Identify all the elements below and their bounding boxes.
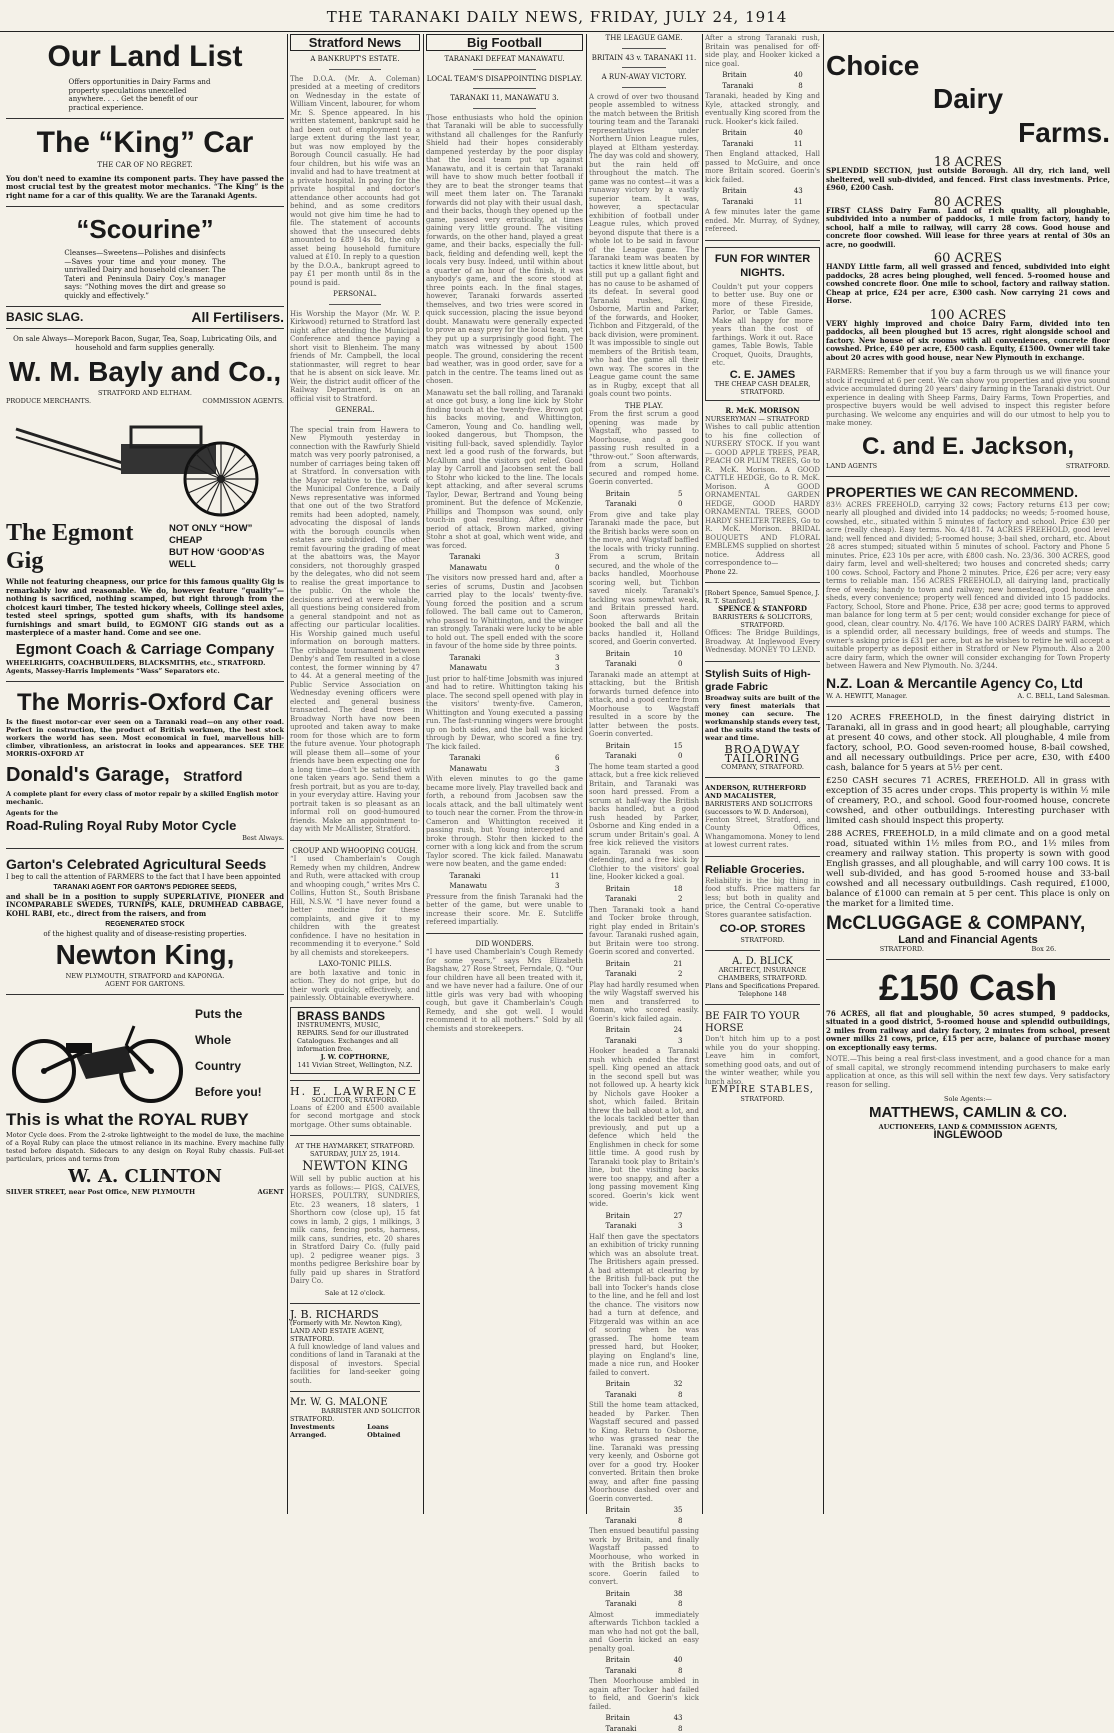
column-rule-5 <box>823 34 824 1514</box>
properties-title: PROPERTIES WE CAN RECOMMEND. <box>826 483 1110 501</box>
score-row: Taranaki 3 <box>606 1037 683 1046</box>
royal-ruby-line: Road-Ruling Royal Ruby Motor Cycle <box>6 817 284 834</box>
score-row: Taranaki 0 <box>606 660 683 669</box>
nz-loan-title: N.Z. Loan & Mercantile Agency Co, Ltd <box>826 674 1110 692</box>
score-row: Taranaki 2 <box>606 970 683 979</box>
a100-text: VERY highly improved and choice Dairy Farm, divided into ten paddocks, all been ploughed but 15 acres, right alongside school and factory. New house of six rooms with all conveniences, concrete floor cowshed. Price, £40 per acre, £500 cash. Equity, £1500. Owner will take about 20 acres with good house, near New Plymouth in exchange. <box>826 320 1110 363</box>
lawrence-sub: SOLICITOR, STRATFORD. <box>290 1096 420 1104</box>
score-row: Britain 5 <box>606 490 683 499</box>
croup-head: CROUP AND WHOOPING COUGH. <box>290 847 420 856</box>
football-text-6: Pressure from the finish Taranaki had the better of the game, but were unable to increase their score. Mr. E. Sutcliffe refereed impartially. <box>426 893 583 927</box>
score-row: Britain 40 <box>606 1656 683 1665</box>
score-row: Britain 40 <box>722 129 803 138</box>
league-cont-text-2: Taranaki, headed by King and Kyle, attacked strongly, and eventually King scored from the ruck. Hooker's kick failed. <box>705 92 820 126</box>
column-4-league-game <box>589 34 699 1514</box>
broadway-title: BROADWAY TAILORING <box>705 745 820 763</box>
malone-sub: BARRISTER AND SOLICITOR <box>290 1407 420 1415</box>
king-car-text: You don't need to examine its component parts. They have passed the most crucial test by the greatest motor mechanics. “The King” is the right name for a car of this quality. We are the Taranaki Agents. <box>6 175 284 201</box>
james-name: C. E. JAMES <box>712 371 813 380</box>
donalds-garage-place: Stratford <box>183 768 242 784</box>
a250-text: £250 CASH secures 71 ACRES, FREEHOLD. All in grass with exception of 35 acres under crops. This property is within ½ mile of creamery, P.O., and school. Good four-roomed house, concrete cowshed, and other outbuildings. Interesting purchaser with limited cash should inspect this property. <box>826 776 1110 826</box>
fun-winter-text: Couldn't put your coppers to better use. Buy one or more of these Fireside, Parlor, or Table Games. Make all happy for more years than the cost of farthings. Work it out. Race games, Table Bowls, Table Croquet, Quoits, Draughts, etc. <box>712 283 813 368</box>
be-fair-title: BE FAIR TO YOUR HORSE <box>705 1011 820 1035</box>
gig-text: While not featuring cheapness, our price for this famous quality Gig is remarkably low and reasonable. We do, however feature “quality”—nothing is sacrificed, nothing scamped, but right through from the choicest kauri timber, The tested hickory wheels, Collinge steel axles, tested steel springs, spotted gum shafts, with its handsome furnishings and smart build, to EGMONT GIG stands out as a masterpiece of a master hand. Come and see one. <box>6 578 284 638</box>
before-you: Before you! <box>195 1079 262 1105</box>
anderson-sub: BARRISTERS AND SOLICITORS (successors to W. D. Anderson), <box>705 800 820 816</box>
stylish-text: Broadway suits are built of the very finest materials that money can secure. The workmanship stands every test, and the suits stand the tests of wear and time. <box>705 694 820 742</box>
agents-for-label: Agents for the <box>6 809 284 817</box>
brass-bands-ad <box>290 1007 420 1074</box>
score-row: Britain 10 <box>606 650 683 659</box>
gig-slogan-1: NOT ONLY “HOW” CHEAP <box>169 523 284 547</box>
general-text: The special train from Hawera to New Plymouth yesterday in connection with the Rawfurly Shield match was very poorly patronised, a number of carriages being taken off at Stratford. In conversation with the Mayor relative to the work of the Municipal Conference, a Daily News representative was informed that one out of the two Stratford remits had been adopted, namely, advocating the disposal of lands with the borough councils when estates are subdivided. The other remit favouring the grading of meat at the abattoirs was, the Mayor considers, not thoroughly grasped by the delegates, who did not seem to realise the great importance to the public. On the whole the decisions arrived at were valuable, all questions being considered from a general standpoint and not as affecting our particular localities. His Worship gained much useful information on borough matters. The cribbage tournament between Denby's and Tem resulted in a close contest, the former winning by 47 to 44. At a general meeting of the Public Service Association on Wednesday evening officers were elected and general business transacted. The dead trees in Broadway North have now been uprooted and taken away to make room for those which are to form the future avenue. Your photograph will please them all—some of your friends have been expecting one for a long time—don't be satisfied with one taken years ago. Send them a fresh portrait, but as you are to-day, in your everyday attire. Having your portrait taken is so pleasant as an informal roll on good-humoured friends. Make an appointment to-day with Mr McAllister, Stratford. <box>290 426 420 834</box>
haymarket-newton-king: NEWTON KING <box>290 1158 420 1175</box>
league-text-10: Still the home team attacked, headed by Parker. Then Wagstaff secured and passed to King. Return to Osborne, who was grassed near the line. Taranaki was pressing very keenly, and Osborne got over for a good try. Hooker converted. Britain then broke away, and after fine passing Moorhouse dashed over and Goerin converted. <box>589 1401 699 1503</box>
league-text-7: Play had hardly resumed when the wily Wagstaff swerved his men and transferred to Roman, who scored easily. Goerin's kick failed again. <box>589 981 699 1024</box>
football-text-2: Manawatu set the ball rolling, and Taranaki at once got busy, a long line kick by Stohr finding touch at the twenty-five. Brown got his backs moving, and Whittington, Cameron, Young and Co. handling well, looked dangerous, but Thompson, the visiting full-back, saved splendidly. Taylor next led a good rush of the forwards, but McAllum and the visitors got relief. Good play by Carroll and Jacobsen sent the ball to Stohr who kicked to the line. The locals kept attacking, and after several scrums Taylor, Dewar, Bertrand and Young being prominent. But the defence of McKenzie, Phillips and Thompson was sound, only touch-in goal resulting. After another period of attack, Brown marked, giving Stohr a shot at goal, which went wide, and was forced. <box>426 389 583 551</box>
spence-title: SPENCE & STANFORD <box>705 605 820 614</box>
reliable-title: Reliable Groceries. <box>705 863 820 877</box>
lawrence-title: H. E. LAWRENCE <box>290 1087 420 1096</box>
coop-title: CO-OP. STORES <box>705 922 820 936</box>
malone-place: STRATFORD. <box>290 1415 420 1423</box>
croup-text: “I used Chamberlain's Cough Remedy when my children, Andrew and Ruth, were attacked with croup and whooping cough,” writes Mrs C. Collins, Hutton St., South Brisbane Hill, N.S.W. “I have never found a better medicine for these complaints, and give it to my children with the greatest confidence. I have no hesitation in recommending it to everyone.” Sold by all chemists and storekeepers. <box>290 855 420 957</box>
score-row: Taranaki 11 <box>450 872 560 881</box>
malone-loans: Loans Obtained <box>367 1423 420 1439</box>
broadway-sub: COMPANY, STRATFORD. <box>705 763 820 771</box>
top-rule <box>0 31 1114 32</box>
a18-text: SPLENDID SECTION, just outside Borough. All dry, rich land, well sheltered, well sub-divided, and fenced. First class investments. Price, £960, £200 Cash. <box>826 167 1110 193</box>
matthews-sub: AUCTIONEERS, LAND & COMMISSION AGENTS, <box>826 1123 1110 1131</box>
league-cont-text-1: After a strong Taranaki rush, Britain was penalised for off-side play, and Hooker kicked a nice goal. <box>705 34 820 68</box>
be-fair-text: Don't hitch him up to a post while you do your shopping. Leave him in comfort, something good oats, and out of the winter weather, while you lunch also. <box>705 1035 820 1086</box>
malone-investments: Investments Arranged. <box>290 1423 367 1439</box>
garton-agent: TARANAKI AGENT FOR GARTON'S PEDIGREE SEEDS, <box>6 884 284 893</box>
score-row: Taranaki 0 <box>606 752 683 761</box>
haymarket-time: Sale at 12 o'clock. <box>290 1289 420 1297</box>
spence-names: [Robert Spence, Samuel Spence, J. R. T. Stanford.] <box>705 589 820 605</box>
league-cont-text-3: Then England attacked, Hall passed to McGuire, and once more Britain scored. Goerin's kick failed. <box>705 150 820 184</box>
choice-word: Choice <box>826 50 1110 82</box>
league-text-6: Then Taranaki took a hand and Tocker broke through, right play ended in Britain's favour. Taranaki rushed again, but Britain were too strong. Goerin scored and converted. <box>589 906 699 957</box>
garton-text-3: of the highest quality and of disease-resisting properties. <box>6 930 284 939</box>
score-row: Taranaki 8 <box>606 1667 683 1676</box>
league-text-13: Then Moorhouse ambled in again after Tocker had failed to field, and Goerin's kick failed. <box>589 1677 699 1711</box>
motorcycle-illustration <box>6 1001 191 1109</box>
bayly-produce: PRODUCE MERCHANTS. <box>6 397 91 405</box>
cash-title: £150 Cash <box>826 966 1110 1010</box>
garton-text-1: I beg to call the attention of FARMERS to the fact that I have been appointed <box>6 873 284 882</box>
note-text: NOTE.—This being a real first-class investment, and a good chance for a man of small capital, we strongly recommend intending purchasers to make early application at once, as this will sell within the next few days. Very satisfactory reason for selling. <box>826 1055 1110 1089</box>
league-text-8: Hooker headed a Taranaki rush which ended the first spell. King opened an attack in the second spell but was not followed up. A hearty kick by Nichols gave Hooker a shot, which failed. Britain threw the ball about a lot, and the locals tackled better than previously, and put up a defence which held the Englishmen in check for some little time. A good rush by Taranaki took play to Britain's line, but the visiting backs were too snappy, and after a long passing movement King scored. Goerin's kick went wide. <box>589 1047 699 1209</box>
morison-phone: Phone 22. <box>705 568 820 576</box>
league-text-1: A crowd of over two thousand people assembled to witness the match between the British touring team and the Taranaki representatives under Northern Union League rules, played at Eltham yesterday. The day was cold and showery, but the rain held off throughout the match. The game was no contest—it was a runaway victory by a vastly superior team. It was, however, a spectacular exhibition of football under League rules, which proved beyond dispute that there is a whole lot to be said in favour of the League game. The Taranaki team was beaten by tactics it knew little about, but still put up a gallant fight and has no cause to be ashamed of its defeat. In several good Taranaki rushes, King, Osborne, Martin and Parker, of the forwards, and Hooker, Tichbon and Fitzgerald, of the back division, were prominent. It was impossible to single out members of the British team, who had the game all their own way. The scores in the League game count the same as in Rugby, except that all goals count two points. <box>589 93 699 399</box>
score-row: Britain 35 <box>606 1506 683 1515</box>
did-wonders-text: “I have used Chamberlain's Cough Remedy for some years,” says Mrs Elizabeth Bagshaw, 27 Rose Street, Ferndale, Q. “Our four children have all been treated with it, and we have never had a failure. One of our little girls was very bad with whooping cough, but gave it Chamberlain's Cough Remedy, and she got well. I would recommend it to all mothers.” Sold by all chemists and storekeepers. <box>426 948 583 1033</box>
league-text-9: Half then gave the spectators an exhibition of tricky running which was an absolute treat. The Britishers again pressed. A bad attempt at clearing by the British full-back put the ball into Tocker's hands close to the line, and he fell and lost the chance. The visitors now had a turn at defence, and Fitzgerald was within an ace of scoring when he was grassed. The home team pressed hard, but Hooker, playing on England's line, made a nice run, and Hooker failed to convert. <box>589 1233 699 1378</box>
score-row: Manawatu 3 <box>450 882 560 891</box>
score-row: Britain 32 <box>606 1380 683 1389</box>
clinton-text: Motor Cycle does. From the 2-stroke lightweight to the model de luxe, the machine of a Royal Ruby can place the utmost reliance in its machine. Every machine fully tested before dispatch. Sidecars to any design on Royal Ruby chassis. Full-set particulars, prices and terms from <box>6 1131 284 1163</box>
clinton-address: SILVER STREET, near Post Office, NEW PLYMOUTH <box>6 1188 195 1196</box>
score-row: Taranaki 8 <box>606 1725 683 1733</box>
richards-text: A full knowledge of land values and conditions of land in Taranaki at the disposal of investors. Special facilities for land-seeker going south. <box>290 1343 420 1386</box>
garton-title: Garton's Celebrated Agricultural Seeds <box>6 855 284 873</box>
a100-title: 100 ACRES <box>826 311 1110 320</box>
egmont-company-title: Egmont Coach & Carriage Company <box>6 641 284 659</box>
gig-slogan-2: BUT HOW ‘GOOD’AS WELL <box>169 547 284 571</box>
score-row: Taranaki 3 <box>606 1222 683 1231</box>
score-row: Taranaki 3 <box>450 553 560 562</box>
empire-title: EMPIRE STABLES, <box>705 1086 820 1095</box>
haymarket-date: SATURDAY, JULY 25, 1914. <box>290 1150 420 1158</box>
whole: Whole <box>195 1027 262 1053</box>
score-row: Britain 40 <box>722 71 803 80</box>
properties-text: 83½ ACRES FREEHOLD, carrying 32 cows; Factory returns £13 per cow; nearly all ploughed and divided into 14 paddocks; no weeds; 5-roomed house, cowshed, etc., situated within 5 minutes of factory and school. Price £30 per acre (really cheap). Easy terms. No. 4/181. 74 ACRES FREEHOLD, good level land; well fenced and divided; 5-roomed house; 3-bail shed, orchard, etc. About 28 acres stumped; situated within 5 minutes of school. Factory and Phone 5 minutes. Price, £23 10s per acre, with £800 cash. No. 23/36. 300 ACRES, good dairy farm, level and well-sheltered; two houses and concreted sheds; carry 100 cows. School, Factory and Phone 2 minutes. Price, £26 per acre; very easy terms to reliable man. 156 ACRES FREEHOLD, all dairying land, practically free of weeds; handy to town and railway; new homestead, good house and sheds, every convenience; property well fenced and divided into 15 paddocks. Factory, School, Store and Phone. Price, £38 per acre; good terms to approved man balance for long term at 5 per cent; would consider exchange for piece of good, clean, clear country. No. 4/176. We have 100 ACRES DAIRY FARM, which is a splendid order, all necessary buildings, free of weeds and stumps. The owner's asking price is £31 per acre, but as he wishes to retire he will accept a suitable property as deposit either in Stratford or New Plymouth. Also a 200 acre dairy farm, which the owner will consider exchanging for Town Property between Hawera and New Plymouth. No. 3/244. <box>826 501 1110 671</box>
garton-text-2: and shall be in a position to supply SUPERLATIVE, PIONEER and INCOMPARABLE SWEDES, TURNIPS, KALE, DRUMHEAD CABBAGE, KOHL RABI, etc., direct from the raisers, and from <box>6 893 284 919</box>
laxo-head: LAXO-TONIC PILLS. <box>290 960 420 969</box>
stratford-news-title: Stratford News <box>290 34 420 51</box>
egmont-company-agents: Agents, Massey-Harris Implements “Wass” Separators etc. <box>6 667 284 675</box>
king-car-subtitle: THE CAR OF NO REGRET. <box>6 161 284 170</box>
column-rule-4 <box>702 34 703 1514</box>
league-head-3: A RUN-AWAY VICTORY. <box>589 73 699 82</box>
bankrupt-text: The D.O.A. (Mr. A. Coleman) presided at a meeting of creditors on Wednesday in the estate of William Vincent, labourer, for whom Mr. S. Spence appeared. In his written statement, bankrupt said he had been out of employment to a large extent during the last year, but was now employed by the Borough Council casually. He had four children, but his wife was an invalid and had to have treatment at a private hospital. In paying for the private hospital and doctor's attendance other accounts had got behind, and as some creditors would not give him time he had to file. The statement of accounts showed that the unsecured debts amounted to £89 14s 8d, the only asset being household furniture valued at £10. In reply to a question by the D.O.A., bankrupt agreed to pay £1 per month until 8s in the pound is paid. <box>290 75 420 288</box>
morris-oxford-title: The Morris-Oxford Car <box>6 688 284 718</box>
score-row: Britain 21 <box>606 960 683 969</box>
anderson-title: ANDERSON, RUTHERFORD AND MACALISTER, <box>705 784 820 800</box>
league-cont-text-4: A few minutes later the game ended. Mr. Murray, of Sydney, refereed. <box>705 208 820 234</box>
egmont-company-sub: WHEELRIGHTS, COACHBUILDERS, BLACKSMITHS, etc., STRATFORD. <box>6 659 284 667</box>
score-row: Manawatu 3 <box>450 664 560 673</box>
score-row: Taranaki 8 <box>722 82 803 91</box>
a288-text: 288 ACRES, FREEHOLD, in a mild climate and on a good metal road, situated within 1½ miles from P.O., and 1½ miles from creamery and railway station. This property is sown with good English grasses, and all ploughable, and will carry 100 cows. It is well sub-divided, and has good 5-roomed house and 33-bail cowshed and all necessary outbuildings. Cash required, £1000, balance of £1000 can remain at 5 per cent. This place is only on the market for a limited time. <box>826 829 1110 909</box>
score-row: Taranaki 8 <box>606 1517 683 1526</box>
bayly-title: W. M. Bayly and Co., <box>6 355 284 389</box>
morison-text: Wishes to call public attention to his fine collection of NURSERY STOCK. If you want— GOOD APPLE TREES, PEAR, PEACH OR PLUM TREES, Go to R. McK. Morison. A GOOD CATTLE HEDGE, Go to R. McK. Morison. A GOOD ORNAMENTAL GARDEN HEDGE, GOOD HARDY ORNAMENTAL TREES, GOOD HARDY SHELTER TREES, Go to R. McK. Morison. BRIDAL BOUQUETS AND FLORAL EMBLEMS supplied on shortest notice. Address all correspondence to— <box>705 423 820 568</box>
haymarket-text: Will sell by public auction at his yards as follows:— PIGS, CALVES, HORSES, POULTRY, SUNDRIES, Etc. 23 weaners, 18 slaters, 1 Shorthorn cow (close up), 15 fat cows in lamb, 2 gigs, 1 milkings, 3 milk cans, fencing posts, harness, milk cans, sundries, etc. 20 shares in Stratford Dairy Co. (fully paid up). 2 pedigree weaner pigs. 3 months pedigree Berkshire boar by fully paid up shares in Stratford Dairy Co. <box>290 1175 420 1286</box>
jackson-land-agents: LAND AGENTS <box>826 462 877 470</box>
column-2-stratford-news <box>290 34 420 1514</box>
league-play-head: THE PLAY. <box>589 402 699 411</box>
score-row: Britain 15 <box>606 742 683 751</box>
column-6-land-ads <box>826 34 1110 1514</box>
blick-sub: ARCHITECT, INSURANCE CHAMBERS, STRATFORD. <box>705 966 820 982</box>
bayly-subtitle: STRATFORD AND ELTHAM. <box>6 389 284 397</box>
james-sub: THE CHEAP CASH DEALER, STRATFORD. <box>712 380 813 396</box>
laxo-text: are both laxative and tonic in action. They do not gripe, but do their work quickly, effectively, and painlessly. Obtainable everywhere. <box>290 969 420 1003</box>
column-1-advertisements <box>6 34 284 1514</box>
newton-king-places: NEW PLYMOUTH, STRATFORD and KAPONGA. <box>6 972 284 980</box>
empire-place: STRATFORD. <box>705 1095 820 1103</box>
score-row: Britain 24 <box>606 1026 683 1035</box>
a60-text: HANDY Little farm, all well grassed and fenced, subdivided into eight paddocks, 28 acres being ploughed, well fenced. 5-roomed house and cowshed concrete floor. One mile to school, factory and railway station. Cheap at price, £24 per acre, £300 cash. Now carrying 21 cows and Horse. <box>826 263 1110 306</box>
league-text-12: Almost immediately afterwards Tichbon tackled a man who had not got the ball, and Goerin kicked an easy penalty goal. <box>589 1611 699 1654</box>
blick-text: Plans and Specifications Prepared. Telephone 148 <box>705 982 820 998</box>
a80-title: 80 ACRES <box>826 198 1110 207</box>
football-head-3: TARANAKI 11, MANAWATU 3. <box>426 94 583 103</box>
stylish-title: Stylish Suits of High-grade Fabric <box>705 668 820 694</box>
mccluggage-sub: Land and Financial Agents <box>826 936 1110 945</box>
score-row: Taranaki 11 <box>722 140 803 149</box>
jackson-stratford: STRATFORD. <box>1066 462 1110 470</box>
a120-text: 120 ACRES FREEHOLD, in the finest dairying district in Taranaki, all in grass and in good heart; all ploughable, carrying at present 40 cows, and other stock. All ploughable, 4 mile from factory, school, P.O. Good seven-roomed house, 8-bail cowshed, and all necessary outbuildings. Price per acre, £30, with £400 cash, balance for 5 years at 5½ per cent. <box>826 713 1110 773</box>
score-row: Taranaki 6 <box>450 754 560 763</box>
land-list-text: Offers opportunities in Dairy Farms and property speculations unexcelled anywhere. . . . Get the benefit of our practical experience. <box>69 78 222 112</box>
league-text-11: Then ensued beautiful passing work by Britain, and finally Wagstaff passed to Moorhouse, who worked in with the British backs to score. Goerin failed to convert. <box>589 1527 699 1587</box>
brass-bands-text: INSTRUMENTS, MUSIC, REPAIRS. Send for our illustrated Catalogues. Exchanges and all information free. <box>297 1021 413 1053</box>
egmont-gig-title: The Egmont Gig <box>6 519 163 575</box>
football-head-2: LOCAL TEAM'S DISAPPOINTING DISPLAY. <box>426 75 583 84</box>
a80-text: FIRST CLASS Dairy Farm. Land of rich quality, all ploughable, subdivided into a number of paddocks, 1 mile from factory, handy to school, half a mile to railway, will carry 28 cows. Good house and concrete floor cowshed. Will lease for three years at rental of 30s an acre, no goodwill. <box>826 207 1110 250</box>
malone-name: Mr. W. G. MALONE <box>290 1398 420 1407</box>
league-text-5: The home team started a good attack, but a free kick relieved Britain, and Taranaki was soon hard pressed. From a scrum at half-way the British backs handled, but a good rush headed by Parker, Osborne and King ended in a scrum under Britain's goal. A free kick relieved the visitors again. Taranaki was soon defending, and a free kick by Clothier to the visitors' goal line, Hooker kicked a goal. <box>589 763 699 882</box>
newton-king-agent: AGENT FOR GARTONS. <box>6 980 284 988</box>
coop-place: STRATFORD. <box>705 936 820 944</box>
did-wonders-head: DID WONDERS. <box>426 940 583 949</box>
spence-text: Offices: The Bridge Buildings, Broadway. At Inglewood Every Wednesday. MONEY TO LEND. <box>705 629 820 655</box>
score-row: Britain 43 <box>722 187 803 196</box>
league-text-2: From the first scrum a good opening was made by Wagstaff, who passed to Moorhouse, and a good passing rush resulted in a “throw-out.” Soon afterwards, from a scrum, Holland secured and romped home. Goerin converted. <box>589 410 699 487</box>
score-row: Britain 27 <box>606 1212 683 1221</box>
richards-name: J. B. RICHARDS <box>290 1310 420 1319</box>
score-row: Manawatu 0 <box>450 564 560 573</box>
blick-name: A. D. BLICK <box>705 957 820 966</box>
bankrupt-head: A BANKRUPT'S ESTATE. <box>290 55 420 64</box>
column-rule-2 <box>423 34 424 1514</box>
scourine-title: “Scourine” <box>6 213 284 245</box>
mccluggage-title: McCLUGGAGE & COMPANY, <box>826 912 1110 936</box>
column-3-big-football <box>426 34 583 1514</box>
column-rule-3 <box>586 34 587 1514</box>
best-always: Best Always. <box>6 834 284 842</box>
bayly-commission: COMMISSION AGENTS. <box>202 397 284 405</box>
score-row: Britain 18 <box>606 885 683 894</box>
lawrence-text: Loans of £200 and £500 available for second mortgage and stock mortgage. Other sums obtainable. <box>290 1104 420 1130</box>
dairy-word: Dairy <box>826 82 1110 116</box>
score-row: Taranaki 8 <box>606 1600 683 1609</box>
league-head-1: THE LEAGUE GAME. <box>589 34 699 43</box>
morison-name: R. McK. MORISON <box>705 407 820 416</box>
on-sale-text: On sale Always—Morepork Bacon, Sugar, Tea, Soap, Lubricating Oils, and household and farm supplies generally. <box>6 335 284 352</box>
football-text-4: Just prior to half-time Jobsmith was injured and had to retire. Whittington taking his place. The second spell opened with play in the visitors' twenty-five. Cameron, Whittington and Young executed a passing run. The fast-running wingers were brought up on both sides, and the ball was kicked through by Dewar, who scored a fine try. The kick failed. <box>426 675 583 752</box>
morris-oxford-text: Is the finest motor-car ever seen on a Taranaki road—on any other road. Perfect in construction, the product of British workmen, the best stock workers the world has seen. Most economical in fuel, marvellous hill-climber, vibrationless, an aristocrat in looks and appearances. SEE THE MORRIS-OXFORD AT <box>6 718 284 758</box>
score-row: Taranaki 3 <box>450 654 560 663</box>
king-car-title: The “King” Car <box>6 125 284 161</box>
big-football-title: Big Football <box>426 34 583 51</box>
clinton-name: W. A. CLINTON <box>6 1166 284 1188</box>
score-row: Manawatu 3 <box>450 765 560 774</box>
league-head-2: BRITAIN 43 v. TARANAKI 11. <box>589 54 699 63</box>
brass-bands-address: 141 Vivian Street, Wellington, N.Z. <box>297 1061 413 1069</box>
score-row: Taranaki 11 <box>722 198 803 207</box>
nz-loan-salesman: A. C. BELL, Land Salesman. <box>1018 692 1110 700</box>
garton-regenerated: REGENERATED STOCK <box>6 921 284 930</box>
a18-title: 18 ACRES <box>826 158 1110 167</box>
score-row: Taranaki 8 <box>606 1391 683 1400</box>
brass-bands-name: J. W. COPTHORNE, <box>297 1053 413 1061</box>
basic-slag-label: BASIC SLAG. <box>6 313 83 322</box>
matthews-place: INGLEWOOD <box>826 1131 1110 1140</box>
country: Country <box>195 1053 262 1079</box>
column-5-ads <box>705 34 820 1514</box>
score-row: Taranaki 0 <box>606 500 683 509</box>
farms-word: Farms. <box>826 116 1110 150</box>
a76-text: 76 ACRES, all flat and ploughable, 50 acres stumped, 9 paddocks, situated in a good district, 5-roomed house and splendid outbuildings, 2 miles from railway and dairy factory, 2 minutes from school, present owner milks 21 cows, price, £15 per acre, balance of purchase money on exceptionally easy terms. <box>826 1010 1110 1053</box>
football-head-1: TARANAKI DEFEAT MANAWATU. <box>426 55 583 64</box>
clinton-agent: AGENT <box>258 1188 284 1196</box>
land-list-title: Our Land List <box>6 40 284 74</box>
anderson-text: Fenton Street, Stratford, and County Offices, Whangamomona. Money to lend at lowest current rates. <box>705 816 820 850</box>
football-text-3: The visitors now pressed hard and, after a series of scrums, Dustin and Jacobsen carried play to the locals' twenty-five. Young forced the position and a scrum followed. The ball came out to Cameron, who passed to Whittington, and the winger ran strongly. Taranaki were lucky to be able to hold out. The spell ended with the score in favour of the home side by three points. <box>426 574 583 651</box>
fertilisers-label: All Fertilisers. <box>191 313 284 322</box>
matthews-title: MATTHEWS, CAMLIN & CO. <box>826 1103 1110 1123</box>
mccluggage-box: Box 26. <box>1031 945 1056 953</box>
sole-agents: Sole Agents:— <box>826 1095 1110 1103</box>
a60-title: 60 ACRES <box>826 254 1110 263</box>
haymarket-head: AT THE HAYMARKET, STRATFORD. <box>290 1142 420 1150</box>
donalds-garage-title: Donald's Garage, <box>6 764 170 786</box>
personal-text: His Worship the Mayor (Mr. W. P. Kirkwood) returned to Stratford last night after attending the Municipal Conference and thence paying a short visit to Blenheim. The many friends of Mr. Campbell, the local stationmaster, will regret to hear that he is absent on sick leave. Mr. Weir, the district audit officer of the Railway Department, is on an official visit to Stratford. <box>290 310 420 404</box>
score-row: Britain 38 <box>606 1590 683 1599</box>
jackson-title: C. and E. Jackson, <box>826 432 1110 462</box>
fun-winter-title: FUN FOR WINTER NIGHTS. <box>712 252 813 280</box>
scourine-text: Cleanses—Sweetens—Polishes and disinfects—Saves your time and your money. The unrivalled Dairy and household cleanser. The Tateri and Peninsula Dairy Coy.'s manager says: “Nothing moves the dirt and grease so quickly and effectively.” <box>64 249 225 300</box>
donalds-garage-text: A complete plant for every class of motor repair by a skilled English motor mechanic. <box>6 790 284 806</box>
score-row: Britain 43 <box>606 1714 683 1723</box>
richards-sub: (Formerly with Mr. Newton King), LAND AND ESTATE AGENT, STRATFORD. <box>290 1319 420 1343</box>
spence-sub: BARRISTERS & SOLICITORS, STRATFORD. <box>705 613 820 629</box>
football-text-5: With eleven minutes to go the game became more lively. Play travelled back and forth, a rebound from Jacobsen saw the locals attack, and the ball ultimately went to touch near the corner. From the throw-in Cameron and Whittington received it passing rush, but Young intercepted and broke through. Stohr then kicked to the corner with a long kick and from the scrum Taylor scored. The kick failed. Manawatu were now beaten, and the game ended: <box>426 775 583 869</box>
score-row: Taranaki 2 <box>606 895 683 904</box>
fun-winter-ad <box>705 247 820 401</box>
royal-ruby-headline: This is what the ROYAL RUBY <box>6 1109 284 1131</box>
puts-the: Puts the <box>195 1001 262 1027</box>
reliable-text: Reliability is the big thing in food stuffs. Price matters far less; but both in quality and price, the Central Co-operative Stores guarantee satisfaction. <box>705 877 820 920</box>
farmers-text: FARMERS: Remember that if you buy a farm through us we will finance your stock if required at 6 per cent. We can show you properties and give you sound advice accumulated during 20 years' dairy farming in the Taranaki district. Our experience in dealing with Sheep Farms, Dairy Farms, Town Properties, and prospective buyers would be well advised to inspect this register before purchasing. We welcome any enquiries and will do our utmost to help you to make money. <box>826 368 1110 428</box>
nz-loan-manager: W. A. HEWITT, Manager. <box>826 692 907 700</box>
mccluggage-place: STRATFORD. <box>880 945 924 953</box>
morison-nursery: NURSERYMAN — STRATFORD <box>705 415 820 423</box>
football-text-1: Those enthusiasts who hold the opinion that Taranaki will be able to successfully withstand all challenges for the Ranfurly Shield had their hopes considerably dampened yesterday by the poor display that the local team put up against Manawatu, and it is certain that Taranaki will have to show much better football if they are to beat the stronger teams that will meet them later on. The Taranaki forwards did not play with their usual dash, and their backs, though they opened up the game, passed very erratically, at times gaining very little ground. The visiting forwards, on the other hand, played a great game, and their backs, especially the full-back, fielding and defending well, kept the locals very busy. Indeed, until within about a quarter of an hour of the finish, it was anybody's game, and the score stood at three points each. In the final stages, however, Taranaki forwards asserted themselves, and two tries were scored in quick succession, placing the issue beyond doubt. Manawatu were generally expected to prove an easy prey for the local team, yet they put up a surprisingly good fight. The match was witnessed by about 1500 people. The ground, considering the recent bad weather, was in good order, save for a patch in the centre. The teams lined out as chosen. <box>426 114 583 386</box>
gig-illustration <box>6 409 284 519</box>
newton-king-title: Newton King, <box>6 938 284 972</box>
masthead: THE TARANAKI DAILY NEWS, FRIDAY, JULY 24, 1914 <box>0 0 1114 32</box>
personal-head: PERSONAL. <box>290 290 420 299</box>
league-text-3: From give and take play Taranaki made the pace, but the British backs were soon on the move, and Wagstaff baffled the locals with tricky running. From a scrum, Britain secured, and the whole of the backs handled, Moorhouse scoring well, but Tichbon saved nicely. Taranaki's tackling was somewhat weak, and Britain pressed hard. Soon afterwards Britain booked the ball and all the backs handled it, Holland scored, and Goerin converted. <box>589 511 699 647</box>
column-rule-1 <box>287 34 288 1514</box>
general-head: GENERAL. <box>290 406 420 415</box>
brass-bands-title: BRASS BANDS <box>297 1012 413 1021</box>
league-text-4: Taranaki made an attempt at attacking, but the British forwards turned defence into attack, and a good centre from Moorhouse to Wagstaff resulted in a score by the latter between the posts. Goerin converted. <box>589 671 699 739</box>
